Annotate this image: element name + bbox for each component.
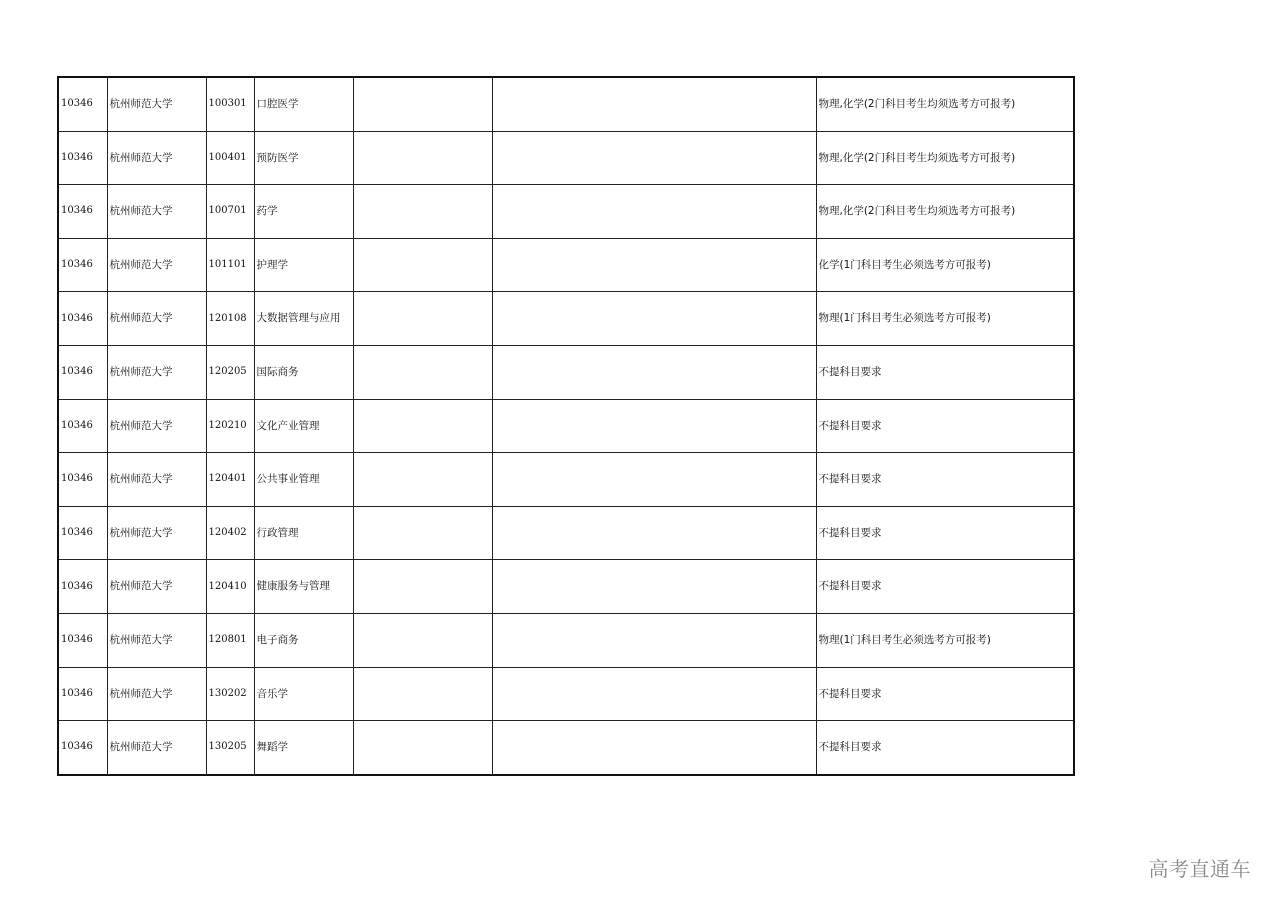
cell-major-code: 100301: [206, 77, 254, 131]
cell-school-code: 10346: [58, 453, 107, 507]
cell-school-name: 杭州师范大学: [107, 613, 206, 667]
table-row: [58, 506, 1074, 560]
cell-major-code: 130205: [206, 721, 254, 775]
cell-empty-col6: [492, 185, 816, 239]
cell-school-code: 10346: [58, 667, 107, 721]
cell-major-code: 130202: [206, 667, 254, 721]
cell-empty-col6: [492, 238, 816, 292]
cell-school-name: 杭州师范大学: [107, 292, 206, 346]
cell-major-name: 电子商务: [254, 613, 353, 667]
cell-subject-requirement: 不提科目要求: [816, 506, 1074, 560]
cell-empty-col6: [492, 292, 816, 346]
cell-empty-col6: [492, 613, 816, 667]
cell-empty-col5: [353, 399, 492, 453]
cell-school-code: 10346: [58, 77, 107, 131]
table-row: [58, 667, 1074, 721]
cell-major-code: 120401: [206, 453, 254, 507]
cell-empty-col5: [353, 292, 492, 346]
cell-major-code: 120205: [206, 345, 254, 399]
cell-subject-requirement: 不提科目要求: [816, 560, 1074, 614]
cell-school-code: 10346: [58, 506, 107, 560]
cell-subject-requirement: 物理(1门科目考生必须选考方可报考): [816, 292, 1074, 346]
cell-school-code: 10346: [58, 560, 107, 614]
cell-empty-col5: [353, 560, 492, 614]
cell-school-name: 杭州师范大学: [107, 399, 206, 453]
cell-school-code: 10346: [58, 345, 107, 399]
cell-major-code: 120402: [206, 506, 254, 560]
cell-major-name: 护理学: [254, 238, 353, 292]
cell-school-code: 10346: [58, 399, 107, 453]
cell-empty-col5: [353, 77, 492, 131]
cell-empty-col6: [492, 667, 816, 721]
cell-major-code: 120108: [206, 292, 254, 346]
table-row: [58, 399, 1074, 453]
cell-major-code: 100701: [206, 185, 254, 239]
cell-school-name: 杭州师范大学: [107, 131, 206, 185]
cell-empty-col5: [353, 238, 492, 292]
cell-empty-col5: [353, 667, 492, 721]
cell-subject-requirement: 化学(1门科目考生必须选考方可报考): [816, 238, 1074, 292]
table-row: [58, 345, 1074, 399]
cell-subject-requirement: 不提科目要求: [816, 453, 1074, 507]
cell-school-name: 杭州师范大学: [107, 721, 206, 775]
cell-empty-col5: [353, 345, 492, 399]
cell-major-name: 大数据管理与应用: [254, 292, 353, 346]
cell-empty-col6: [492, 345, 816, 399]
cell-school-name: 杭州师范大学: [107, 560, 206, 614]
watermark-text: 高考直通车: [1148, 857, 1251, 881]
cell-major-code: 120210: [206, 399, 254, 453]
cell-major-name: 口腔医学: [254, 77, 353, 131]
table-row: [58, 560, 1074, 614]
cell-school-name: 杭州师范大学: [107, 453, 206, 507]
cell-major-code: 120801: [206, 613, 254, 667]
cell-school-code: 10346: [58, 131, 107, 185]
cell-major-code: 101101: [206, 238, 254, 292]
cell-school-name: 杭州师范大学: [107, 667, 206, 721]
table-row: [58, 453, 1074, 507]
cell-empty-col5: [353, 613, 492, 667]
cell-subject-requirement: 物理(1门科目考生必须选考方可报考): [816, 613, 1074, 667]
subject-requirements-table: [57, 76, 1075, 776]
cell-subject-requirement: 不提科目要求: [816, 667, 1074, 721]
cell-major-name: 音乐学: [254, 667, 353, 721]
cell-empty-col5: [353, 506, 492, 560]
cell-subject-requirement: 不提科目要求: [816, 345, 1074, 399]
table-row: [58, 131, 1074, 185]
table-body: [58, 77, 1074, 775]
cell-empty-col6: [492, 560, 816, 614]
cell-empty-col6: [492, 453, 816, 507]
cell-subject-requirement: 物理,化学(2门科目考生均须选考方可报考): [816, 185, 1074, 239]
cell-school-name: 杭州师范大学: [107, 506, 206, 560]
cell-subject-requirement: 物理,化学(2门科目考生均须选考方可报考): [816, 131, 1074, 185]
cell-empty-col5: [353, 185, 492, 239]
cell-school-code: 10346: [58, 721, 107, 775]
cell-empty-col6: [492, 131, 816, 185]
table-row: [58, 185, 1074, 239]
cell-subject-requirement: 物理,化学(2门科目考生均须选考方可报考): [816, 77, 1074, 131]
cell-school-name: 杭州师范大学: [107, 185, 206, 239]
cell-major-name: 公共事业管理: [254, 453, 353, 507]
cell-school-name: 杭州师范大学: [107, 345, 206, 399]
table-row: [58, 292, 1074, 346]
cell-major-name: 行政管理: [254, 506, 353, 560]
cell-subject-requirement: 不提科目要求: [816, 399, 1074, 453]
cell-school-code: 10346: [58, 185, 107, 239]
table-row: [58, 721, 1074, 775]
cell-empty-col5: [353, 453, 492, 507]
cell-empty-col6: [492, 721, 816, 775]
cell-school-code: 10346: [58, 292, 107, 346]
cell-major-name: 文化产业管理: [254, 399, 353, 453]
cell-school-name: 杭州师范大学: [107, 238, 206, 292]
cell-major-name: 健康服务与管理: [254, 560, 353, 614]
cell-empty-col6: [492, 77, 816, 131]
table-row: [58, 77, 1074, 131]
cell-major-name: 舞蹈学: [254, 721, 353, 775]
cell-empty-col6: [492, 399, 816, 453]
table-row: [58, 238, 1074, 292]
cell-subject-requirement: 不提科目要求: [816, 721, 1074, 775]
cell-empty-col5: [353, 131, 492, 185]
cell-school-name: 杭州师范大学: [107, 77, 206, 131]
cell-major-name: 药学: [254, 185, 353, 239]
cell-school-code: 10346: [58, 613, 107, 667]
cell-empty-col5: [353, 721, 492, 775]
cell-school-code: 10346: [58, 238, 107, 292]
cell-major-code: 120410: [206, 560, 254, 614]
cell-empty-col6: [492, 506, 816, 560]
cell-major-code: 100401: [206, 131, 254, 185]
cell-major-name: 预防医学: [254, 131, 353, 185]
table-row: [58, 613, 1074, 667]
cell-major-name: 国际商务: [254, 345, 353, 399]
